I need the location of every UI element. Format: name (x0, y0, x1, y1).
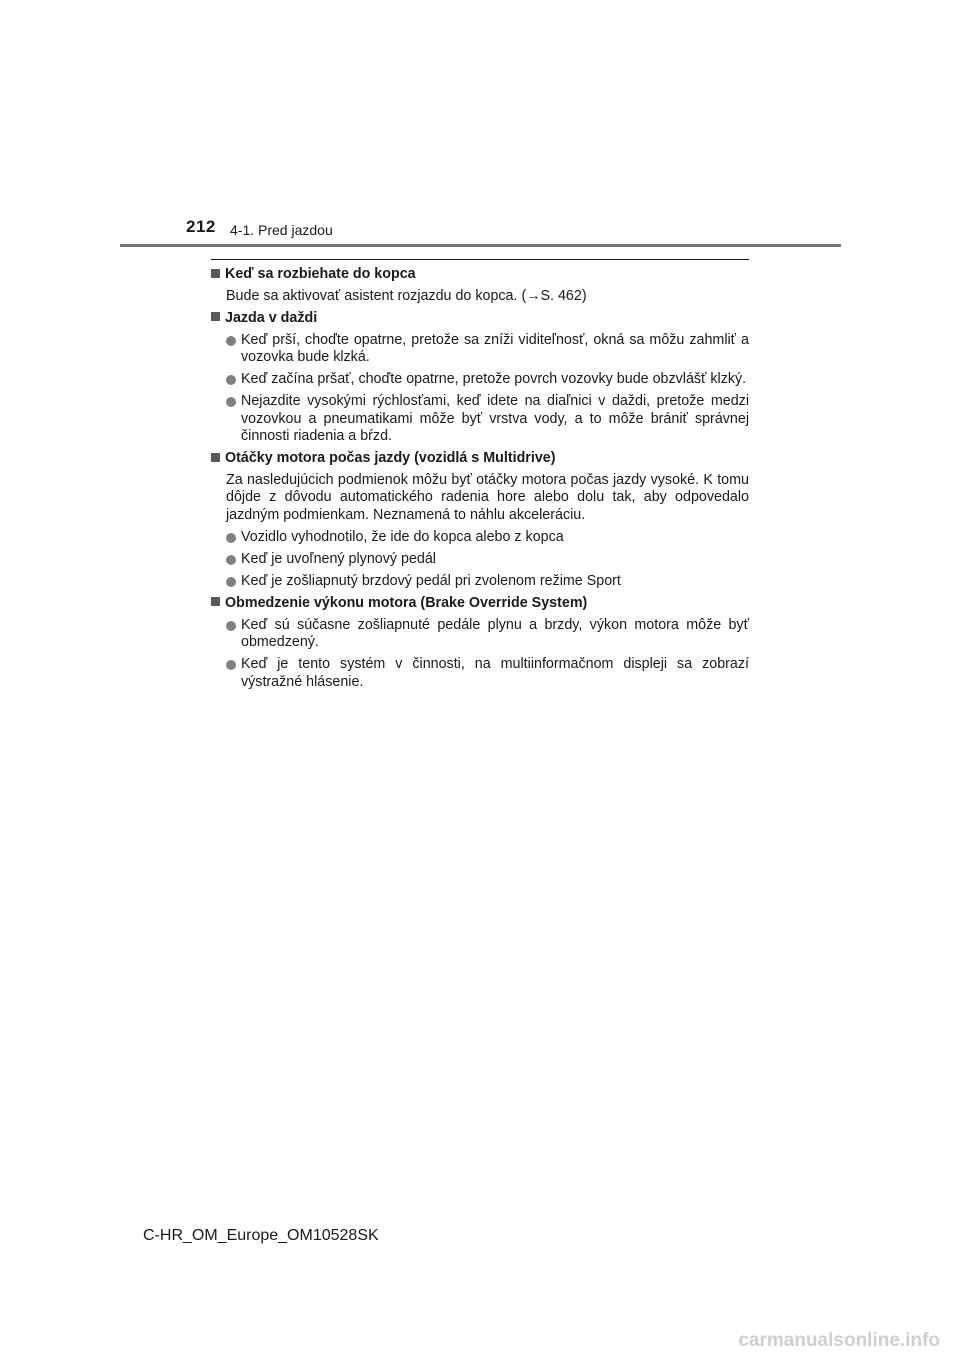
bullet-dot-icon (226, 660, 236, 670)
list-item-text: Keď sú súčasne zošliapnuté pedále plynu a brzdy, výkon motora môže byť obmedzený. (241, 616, 749, 650)
list-item-text: Keď prší, choďte opatrne, pretože sa zníži viditeľnosť, okná sa môžu zahmliť a vozovka bude klzká. (241, 331, 749, 365)
bullet-dot-icon (226, 533, 236, 543)
square-bullet-icon (211, 597, 220, 606)
bullet-dot-icon (226, 375, 236, 385)
list-item (211, 617, 749, 652)
bullet-dot-icon (226, 397, 236, 407)
section-heading-text: Obmedzenie výkonu motora (Brake Override System) (225, 594, 588, 611)
list-item-text: Keď je zošliapnutý brzdový pedál pri zvolenom režime Sport (241, 572, 621, 589)
section-heading-text: Jazda v daždi (225, 309, 318, 326)
list-item (211, 551, 749, 569)
section-heading-text: Otáčky motora počas jazdy (vozidlá s Multidrive) (225, 450, 556, 466)
content-rule (211, 259, 749, 260)
bullet-dot-icon (226, 577, 236, 587)
bullet-dot-icon (226, 336, 236, 346)
list-item-text: Keď je tento systém v činnosti, na multiinformačnom displeji sa zobrazí výstražné hlásenie. (241, 656, 749, 690)
section-heading (211, 595, 749, 613)
square-bullet-icon (211, 453, 220, 462)
section-heading (211, 310, 749, 328)
page-number: 212 (186, 217, 216, 236)
list-item (211, 529, 749, 547)
section-heading (211, 266, 749, 284)
list-item (211, 573, 749, 591)
list-item (211, 393, 749, 446)
document-id: C-HR_OM_Europe_OM10528SK (143, 1227, 379, 1244)
list-item-text: Nejazdite vysokými rýchlosťami, keď idete na diaľnici v daždi, pretože medzi vozovkou a pneumatikami môže byť vrstva vody, a to môže brániť správnej činnosti riadenia a bŕzd. (241, 393, 749, 444)
list-item-text: Keď je uvoľnený plynový pedál (241, 550, 436, 567)
list-item-text: Keď začína pršať, choďte opatrne, pretože povrch vozovky bude obzvlášť klzký. (241, 371, 747, 387)
bullet-dot-icon (226, 621, 236, 631)
bullet-dot-icon (226, 555, 236, 565)
page-content (211, 266, 749, 691)
section-paragraph: Bude sa aktivovať asistent rozjazdu do kopca. (→S. 462) (226, 287, 587, 304)
square-bullet-icon (211, 269, 220, 278)
list-item (211, 371, 749, 389)
list-item (211, 656, 749, 691)
list-item-text: Vozidlo vyhodnotilo, že ide do kopca alebo z kopca (241, 528, 564, 545)
section-heading (211, 450, 749, 468)
square-bullet-icon (211, 312, 220, 321)
section-paragraph: Za nasledujúcich podmienok môžu byť otáčky motora počas jazdy vysoké. K tomu dôjde z dôvodu automatického radenia hore alebo dolu tak, aby odpovedalo jazdným podmienkam. Neznamená to náhlu akceleráciu. (226, 471, 749, 523)
section-title: 4-1. Pred jazdou (230, 222, 333, 238)
watermark: carmanualsonline.info (738, 1330, 940, 1351)
header-rule (120, 244, 841, 247)
list-item (211, 332, 749, 367)
section-heading-text: Keď sa rozbiehate do kopca (225, 266, 416, 282)
